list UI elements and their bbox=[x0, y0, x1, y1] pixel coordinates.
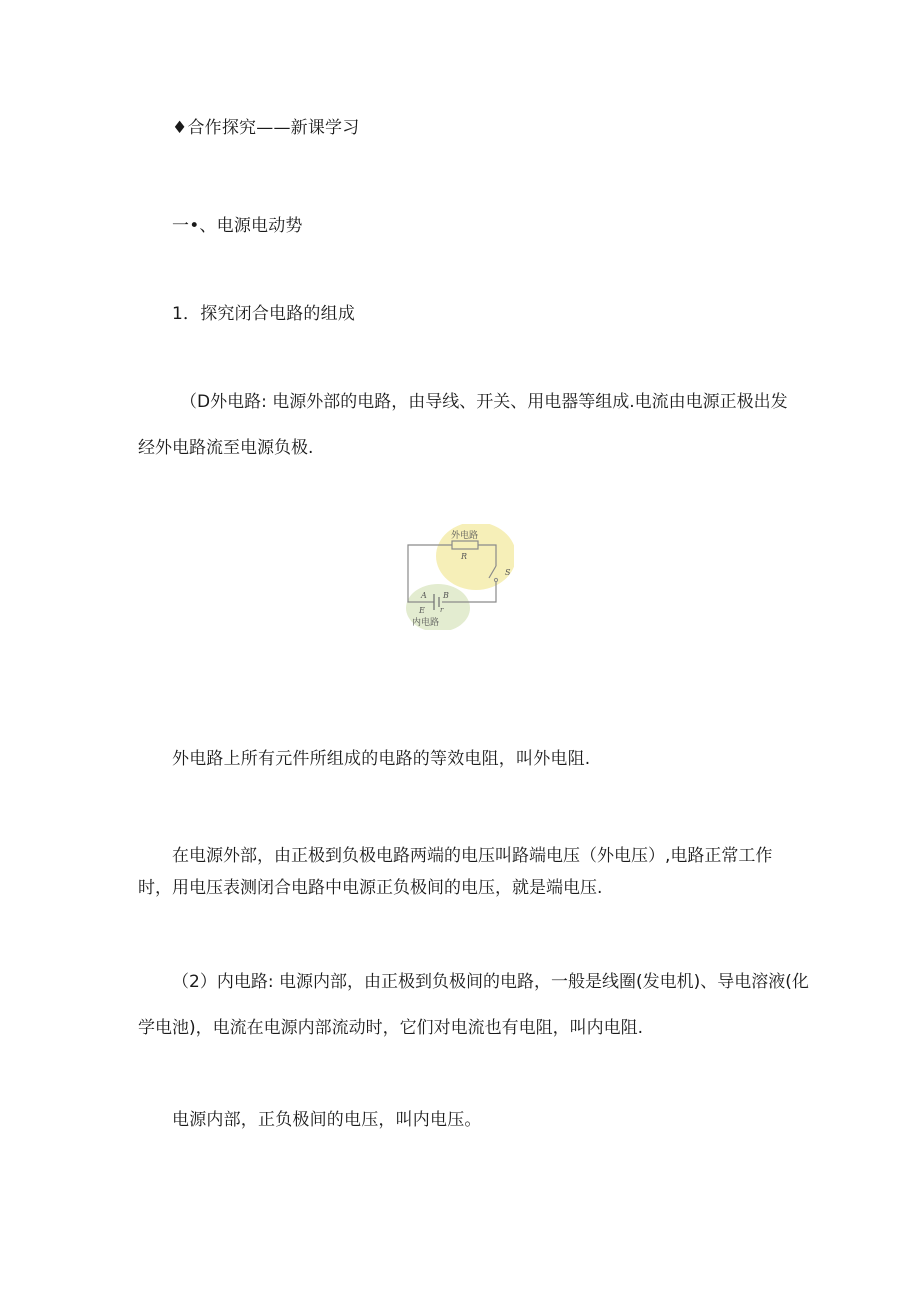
paragraph-line: 时，用电压表测闭合电路中电源正负极间的电压，就是端电压. bbox=[138, 878, 603, 898]
paragraph-line: 在电源外部，由正极到负极电路两端的电压叫路端电压（外电压）,电路正常工作 bbox=[172, 846, 773, 866]
paragraph-line: 经外电路流至电源负极. bbox=[138, 438, 314, 458]
circuit-diagram bbox=[404, 524, 514, 630]
terminal-b-label: B bbox=[443, 591, 449, 600]
paragraph-line: （D外电路: 电源外部的电路，由导线、开关、用电器等组成.电流由电源正极出发 bbox=[180, 392, 788, 412]
paragraph-line: （2）内电路: 电源内部，由正极到负极间的电路，一般是线圈(发电机)、导电溶液(化 bbox=[172, 972, 809, 992]
paragraph-internal-voltage: 电源内部，正负极间的电压，叫内电压。 bbox=[172, 1110, 482, 1130]
paragraph-external-circuit bbox=[138, 391, 798, 459]
internal-resistance-label: r bbox=[440, 606, 444, 614]
terminal-a-label: A bbox=[421, 591, 427, 600]
resistor-label: R bbox=[461, 552, 468, 561]
paragraph-terminal-voltage bbox=[138, 845, 798, 899]
switch-label: S bbox=[505, 568, 511, 577]
paragraph-internal-circuit bbox=[138, 971, 809, 1039]
circuit-diagram-svg bbox=[404, 524, 514, 630]
section-header: ♦合作探究——新课学习 bbox=[172, 118, 360, 138]
inner-circuit-label: 内电路 bbox=[412, 618, 440, 628]
heading-closed-circuit: 1．探究闭合电路的组成 bbox=[172, 304, 356, 324]
paragraph-external-resistance: 外电路上所有元件所组成的电路的等效电阻，叫外电阻. bbox=[172, 749, 591, 769]
emf-label: E bbox=[419, 606, 425, 615]
paragraph-line: 学电池)，电流在电源内部流动时，它们对电流也有电阻，叫内电阻. bbox=[138, 1018, 644, 1038]
heading-power-emf: 一•、电源电动势 bbox=[172, 216, 303, 236]
outer-circuit-label: 外电路 bbox=[451, 531, 479, 541]
